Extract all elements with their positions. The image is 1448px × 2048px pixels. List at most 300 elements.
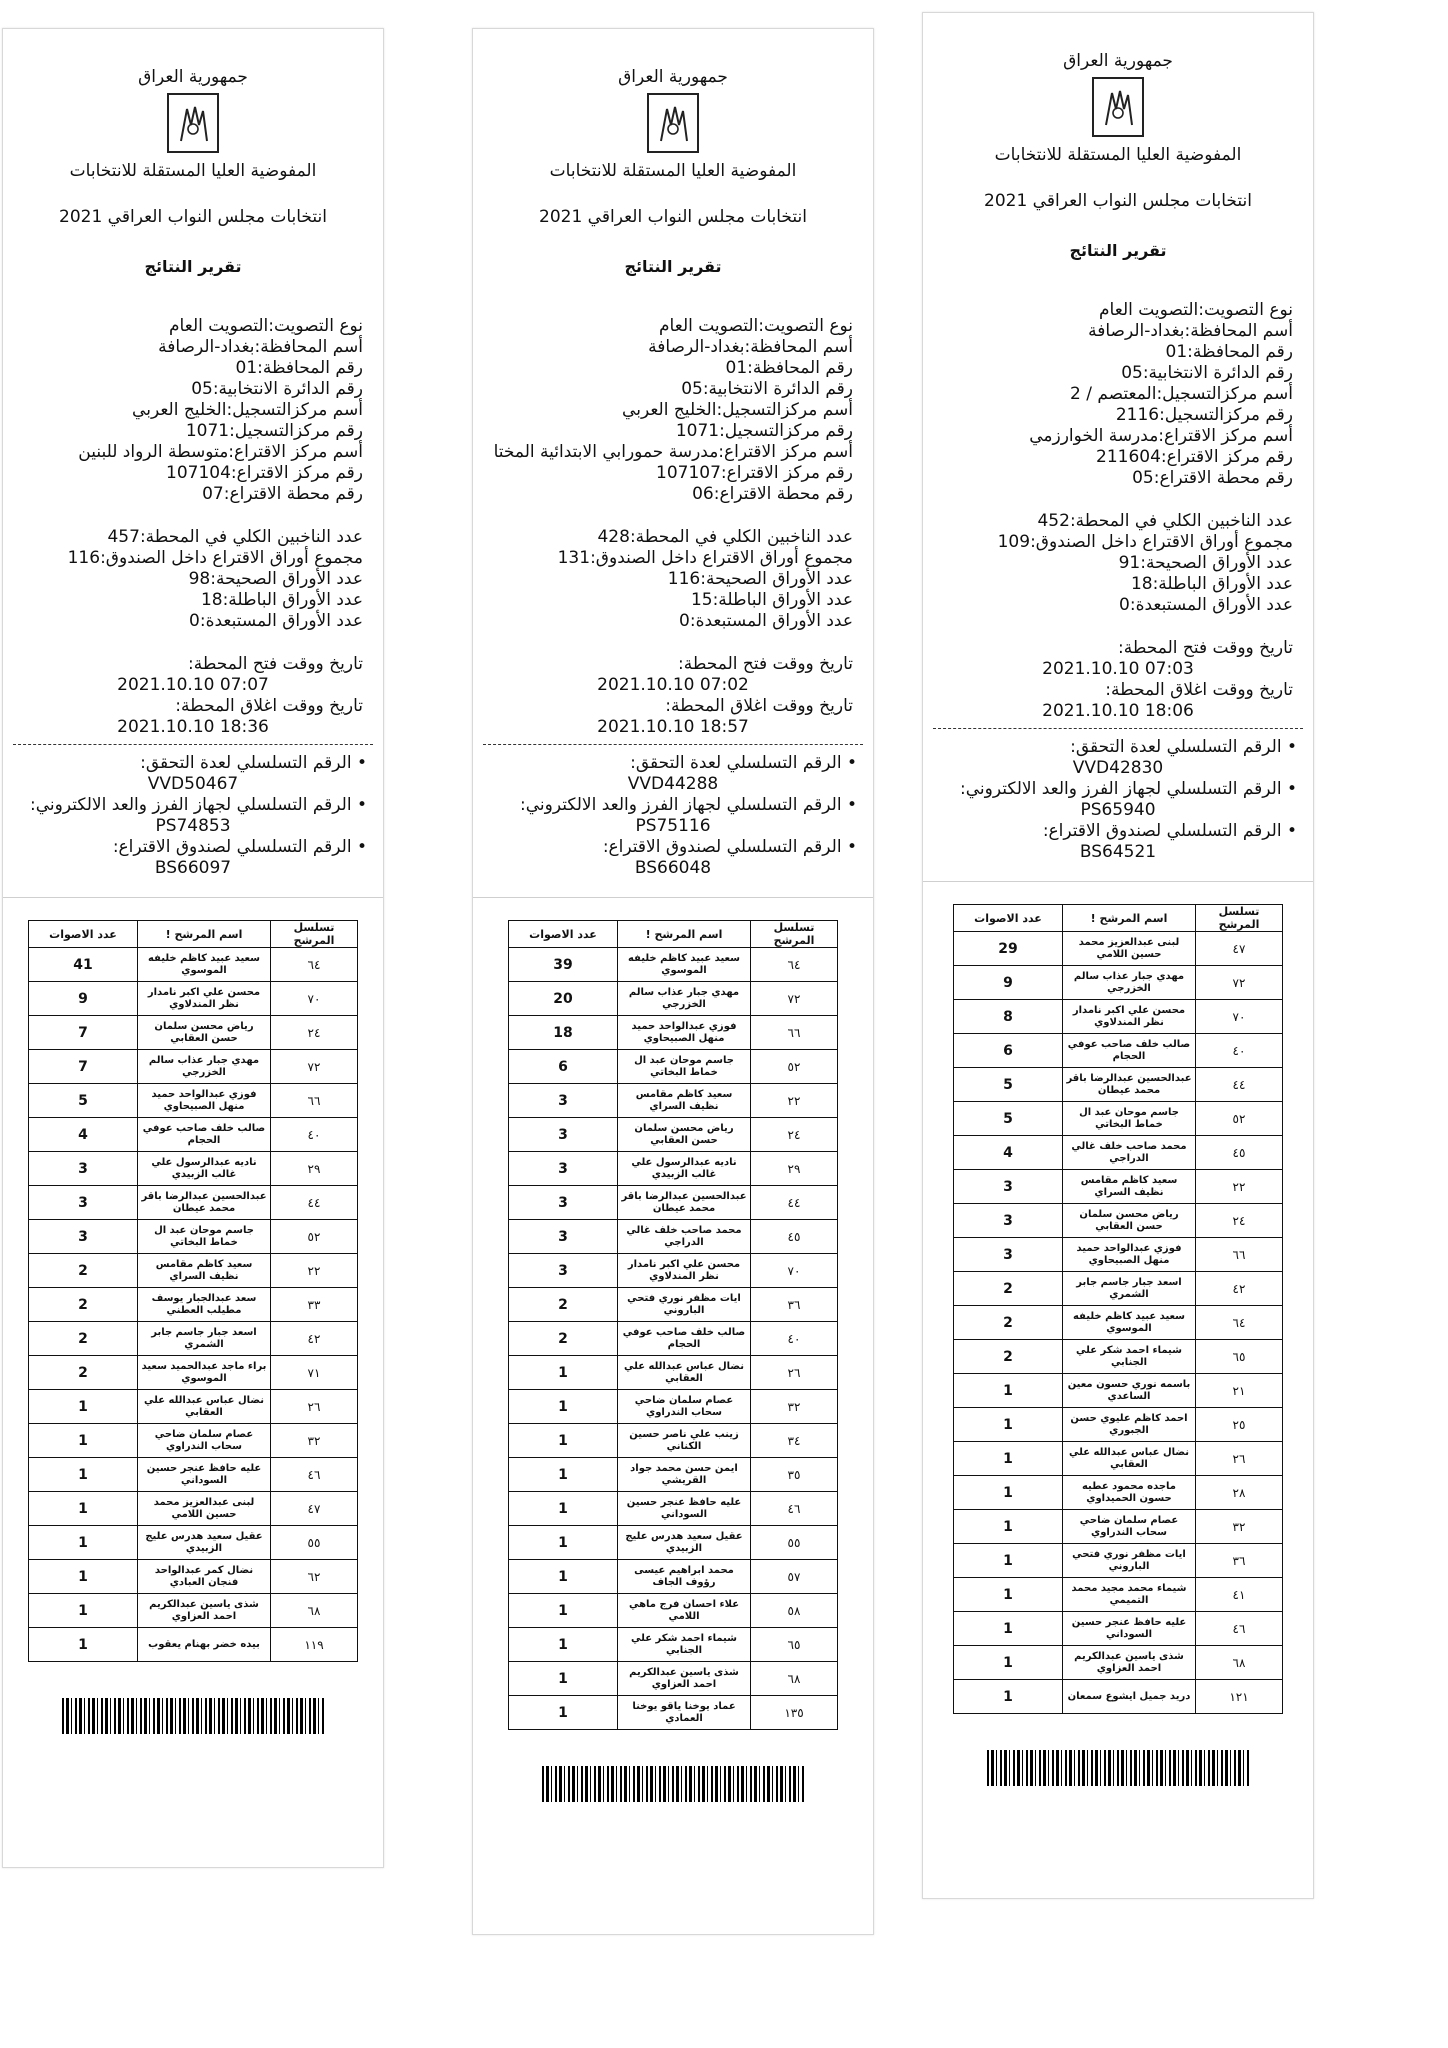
info-line: أسم مركزالتسجيل:الخليج العربي <box>622 400 853 420</box>
candidate-seq: ٧١ <box>271 1356 358 1390</box>
candidate-name: محمد صاحب خلف غالي الدراجي <box>618 1220 751 1254</box>
candidate-seq: ٤٦ <box>1196 1612 1283 1646</box>
candidate-seq: ٤٦ <box>751 1492 838 1526</box>
vote-count: 9 <box>954 966 1063 1000</box>
vote-count: 7 <box>29 1050 138 1084</box>
box-label: • الرقم التسلسلي لصندوق الاقتراع: <box>602 837 857 857</box>
vote-count: 2 <box>29 1322 138 1356</box>
candidate-seq: ٦٨ <box>1196 1646 1283 1680</box>
info-line: رقم مركز الاقتراع:107104 <box>166 463 363 483</box>
table-row <box>29 1560 358 1594</box>
republic-title: جمهورية العراق <box>1063 51 1173 71</box>
candidate-seq: ٥٥ <box>271 1526 358 1560</box>
vote-count: 3 <box>954 1170 1063 1204</box>
count-line: عدد الناخبين الكلي في المحطة:452 <box>1037 511 1293 531</box>
info-line: رقم المحافظة:01 <box>235 358 363 378</box>
count-line: عدد الأوراق الصحيحة:91 <box>1118 553 1293 573</box>
candidate-name: رياض محسن سلمان حسن العقابي <box>138 1016 271 1050</box>
candidate-name: سعد عبدالجبار يوسف مطيلب العطني <box>138 1288 271 1322</box>
close-datetime: 2021.10.10 18:36 <box>117 717 269 737</box>
table-row <box>509 1628 838 1662</box>
box-label: • الرقم التسلسلي لصندوق الاقتراع: <box>1042 821 1297 841</box>
candidate-seq: ٦٦ <box>271 1084 358 1118</box>
info-line: رقم الدائرة الانتخابية:05 <box>681 379 853 399</box>
vote-count: 3 <box>29 1186 138 1220</box>
candidate-seq: ٥٧ <box>751 1560 838 1594</box>
table-row <box>954 1170 1283 1204</box>
candidate-name: رياض محسن سلمان حسن العقابي <box>1063 1204 1196 1238</box>
vote-count: 1 <box>509 1458 618 1492</box>
vote-count: 1 <box>509 1356 618 1390</box>
candidate-seq: ٢٩ <box>271 1152 358 1186</box>
col-name-header: اسم المرشح ! <box>138 921 271 948</box>
candidate-seq: ٤٤ <box>1196 1068 1283 1102</box>
vote-count: 1 <box>509 1526 618 1560</box>
info-line: رقم محطة الاقتراع:05 <box>1132 468 1293 488</box>
info-line: أسم مركز الاقتراع:مدرسة الخوارزمي <box>1029 426 1293 446</box>
candidate-seq: ٦٤ <box>1196 1306 1283 1340</box>
col-votes-header: عدد الاصوات <box>509 921 618 948</box>
table-row <box>509 1560 838 1594</box>
open-label: تاريخ ووقت فتح المحطة: <box>188 654 363 674</box>
table-row <box>954 1442 1283 1476</box>
table-row <box>29 1016 358 1050</box>
vote-count: 1 <box>954 1510 1063 1544</box>
vote-count: 1 <box>509 1560 618 1594</box>
vote-count: 1 <box>29 1492 138 1526</box>
candidate-name: علاء احسان فرج ماهي اللامي <box>618 1594 751 1628</box>
table-row <box>509 1322 838 1356</box>
dashed-divider <box>933 728 1303 729</box>
vote-count: 1 <box>29 1594 138 1628</box>
candidate-name: فوزي عبدالواحد حميد منهل الصبيحاوي <box>618 1016 751 1050</box>
vote-count: 1 <box>954 1680 1063 1714</box>
candidate-seq: ١٣٥ <box>751 1696 838 1730</box>
fold-line <box>923 881 1313 882</box>
table-row <box>29 948 358 982</box>
candidate-name: شيماء محمد مجيد محمد التميمي <box>1063 1578 1196 1612</box>
candidate-name: ناديه عبدالرسول علي غالب الزبيدي <box>138 1152 271 1186</box>
candidate-seq: ٤٤ <box>271 1186 358 1220</box>
table-row <box>954 1102 1283 1136</box>
commission-name: المفوضية العليا المستقلة للانتخابات <box>994 145 1242 165</box>
vote-count: 1 <box>954 1408 1063 1442</box>
candidate-name: ايات مظفر نوري فتحي الباروني <box>1063 1544 1196 1578</box>
table-row <box>954 1646 1283 1680</box>
open-datetime: 2021.10.10 07:02 <box>597 675 749 695</box>
info-line: نوع التصويت:التصويت العام <box>169 316 363 336</box>
table-row <box>29 1492 358 1526</box>
vote-count: 5 <box>29 1084 138 1118</box>
vote-count: 1 <box>29 1424 138 1458</box>
barcode <box>987 1750 1249 1786</box>
vote-count: 1 <box>954 1646 1063 1680</box>
close-datetime: 2021.10.10 18:57 <box>597 717 749 737</box>
candidate-seq: ٦٥ <box>751 1628 838 1662</box>
candidate-name: عبدالحسين عبدالرضا باقر محمد عيطان <box>618 1186 751 1220</box>
report-title: تقرير النتائج <box>1069 241 1167 260</box>
candidate-name: عبدالحسين عبدالرضا باقر محمد عيطان <box>138 1186 271 1220</box>
barcode <box>542 1766 804 1802</box>
candidate-seq: ٤٧ <box>1196 932 1283 966</box>
candidate-seq: ٢٦ <box>1196 1442 1283 1476</box>
vote-count: 3 <box>509 1084 618 1118</box>
candidate-seq: ٧٠ <box>751 1254 838 1288</box>
results-table <box>508 920 838 1730</box>
vote-count: 1 <box>509 1492 618 1526</box>
info-line: أسم المحافظة:بغداد-الرصافة <box>158 337 363 357</box>
candidate-seq: ٦٢ <box>271 1560 358 1594</box>
candidate-name: جاسم موحان عبد ال خماط البخاتي <box>1063 1102 1196 1136</box>
vote-count: 20 <box>509 982 618 1016</box>
candidate-seq: ١٢١ <box>1196 1680 1283 1714</box>
table-row <box>509 1152 838 1186</box>
candidate-seq: ٢١ <box>1196 1374 1283 1408</box>
candidate-name: عليه حافظ عنجر حسين السوداني <box>1063 1612 1196 1646</box>
candidate-name: سعيد كاظم مقامس نظيف السراي <box>138 1254 271 1288</box>
barcode <box>62 1698 324 1734</box>
table-row <box>509 1424 838 1458</box>
info-line: أسم مركز الاقتراع:متوسطة الرواد للبنين <box>78 442 363 462</box>
count-line: مجموع أوراق الاقتراع داخل الصندوق:109 <box>997 532 1293 552</box>
count-line: مجموع أوراق الاقتراع داخل الصندوق:116 <box>67 548 363 568</box>
table-row <box>954 1306 1283 1340</box>
table-row <box>509 1390 838 1424</box>
vote-count: 2 <box>29 1254 138 1288</box>
candidate-name: نضال عباس عبدالله علي العقابي <box>618 1356 751 1390</box>
vote-count: 2 <box>29 1288 138 1322</box>
vote-count: 1 <box>509 1696 618 1730</box>
candidate-seq: ٤٦ <box>271 1458 358 1492</box>
table-row <box>954 1000 1283 1034</box>
vote-count: 1 <box>29 1628 138 1662</box>
count-line: مجموع أوراق الاقتراع داخل الصندوق:131 <box>557 548 853 568</box>
table-row <box>29 1050 358 1084</box>
candidate-name: براء ماجد عبدالحميد سعيد الموسوي <box>138 1356 271 1390</box>
sorter-serial: PS74853 <box>155 816 231 836</box>
count-line: عدد الأوراق الصحيحة:98 <box>188 569 363 589</box>
vote-count: 1 <box>509 1662 618 1696</box>
info-line: رقم مركز الاقتراع:211604 <box>1096 447 1293 467</box>
info-line: رقم المحافظة:01 <box>725 358 853 378</box>
count-line: عدد الأوراق المستبعدة:0 <box>1119 595 1293 615</box>
table-row <box>509 1526 838 1560</box>
candidate-seq: ٦٨ <box>751 1662 838 1696</box>
candidate-name: شذى ياسين عبدالكريم احمد العزاوي <box>138 1594 271 1628</box>
election-title: انتخابات مجلس النواب العراقي 2021 <box>539 207 807 227</box>
candidate-name: صالب خلف صاحب عوفي الحجام <box>138 1118 271 1152</box>
table-row <box>954 1238 1283 1272</box>
republic-title: جمهورية العراق <box>138 67 248 87</box>
table-row <box>509 1084 838 1118</box>
candidate-name: جاسم موحان عبد ال خماط البخاتي <box>138 1220 271 1254</box>
candidate-name: سعيد كاظم مقامس نظيف السراي <box>1063 1170 1196 1204</box>
vote-count: 1 <box>954 1374 1063 1408</box>
commission-name: المفوضية العليا المستقلة للانتخابات <box>69 161 317 181</box>
candidate-name: عقيل سعيد هدرس عليج الزبيدي <box>618 1526 751 1560</box>
candidate-name: باسمه نوري حسون معين الساعدي <box>1063 1374 1196 1408</box>
candidate-name: سعيد عبيد كاظم خليفه الموسوي <box>1063 1306 1196 1340</box>
vote-count: 1 <box>29 1560 138 1594</box>
candidate-seq: ٣٦ <box>1196 1544 1283 1578</box>
table-row <box>29 1594 358 1628</box>
candidate-name: فوزي عبدالواحد حميد منهل الصبيحاوي <box>138 1084 271 1118</box>
close-label: تاريخ ووقت اغلاق المحطة: <box>665 696 853 716</box>
candidate-name: سعيد عبيد كاظم خليفه الموسوي <box>138 948 271 982</box>
table-row <box>29 1424 358 1458</box>
candidate-name: جاسم موحان عبد ال خماط البخاتي <box>618 1050 751 1084</box>
candidate-seq: ٢٢ <box>1196 1170 1283 1204</box>
candidate-name: ماجده محمود عطيه حسون الحميداوي <box>1063 1476 1196 1510</box>
republic-title: جمهورية العراق <box>618 67 728 87</box>
verify-label: • الرقم التسلسلي لعدة التحقق: <box>140 753 367 773</box>
table-row <box>29 1152 358 1186</box>
table-row <box>29 1118 358 1152</box>
results-table <box>953 904 1283 1714</box>
count-line: عدد الأوراق الباطلة:18 <box>200 590 363 610</box>
candidate-name: سعيد عبيد كاظم خليفه الموسوي <box>618 948 751 982</box>
candidate-name: مهدي جبار عذاب سالم الخزرجي <box>1063 966 1196 1000</box>
sorter-label: • الرقم التسلسلي لجهاز الفرز والعد الالكتروني: <box>959 779 1297 799</box>
table-row <box>29 1254 358 1288</box>
info-line: نوع التصويت:التصويت العام <box>1099 300 1293 320</box>
info-line: رقم الدائرة الانتخابية:05 <box>1121 363 1293 383</box>
candidate-name: عماد يوخنا ياقو يوخنا العمادي <box>618 1696 751 1730</box>
vote-count: 1 <box>509 1390 618 1424</box>
info-line: أسم مركزالتسجيل:المعتصم / 2 <box>1069 384 1293 404</box>
vote-count: 2 <box>29 1356 138 1390</box>
candidate-name: عليه حافظ عنجر حسين السوداني <box>138 1458 271 1492</box>
candidate-name: زينب علي ناصر حسين الكناني <box>618 1424 751 1458</box>
candidate-seq: ٧٢ <box>1196 966 1283 1000</box>
table-row <box>954 1068 1283 1102</box>
col-votes-header: عدد الاصوات <box>954 905 1063 932</box>
table-row <box>954 1612 1283 1646</box>
col-seq-header: تسلسل المرشح <box>1196 905 1283 932</box>
table-row <box>509 1254 838 1288</box>
sorter-label: • الرقم التسلسلي لجهاز الفرز والعد الالكتروني: <box>519 795 857 815</box>
candidate-name: محمد ابراهيم عيسى رؤوف الجاف <box>618 1560 751 1594</box>
dashed-divider <box>13 744 373 745</box>
table-row <box>954 1510 1283 1544</box>
candidate-seq: ١١٩ <box>271 1628 358 1662</box>
table-row <box>29 982 358 1016</box>
result-slip-right <box>922 12 1314 1899</box>
candidate-name: سعيد كاظم مقامس نظيف السراي <box>618 1084 751 1118</box>
candidate-name: عقيل سعيد هدرس عليج الزبيدي <box>138 1526 271 1560</box>
table-row <box>29 1628 358 1662</box>
table-row <box>509 1016 838 1050</box>
candidate-seq: ٣٢ <box>751 1390 838 1424</box>
vote-count: 2 <box>954 1306 1063 1340</box>
candidate-name: ناديه عبدالرسول علي غالب الزبيدي <box>618 1152 751 1186</box>
info-line: رقم المحافظة:01 <box>1165 342 1293 362</box>
candidate-name: صالب خلف صاحب عوفي الحجام <box>618 1322 751 1356</box>
box-serial: BS66097 <box>154 858 232 878</box>
vote-count: 1 <box>954 1476 1063 1510</box>
candidate-seq: ٥٥ <box>751 1526 838 1560</box>
candidate-seq: ٥٢ <box>271 1220 358 1254</box>
candidate-name: محسن علي اكبر نامدار نظر المندلاوي <box>138 982 271 1016</box>
open-label: تاريخ ووقت فتح المحطة: <box>678 654 853 674</box>
candidate-name: عصام سلمان ضاحي سحاب الندراوي <box>618 1390 751 1424</box>
vote-count: 3 <box>509 1220 618 1254</box>
candidate-seq: ٣٦ <box>751 1288 838 1322</box>
candidate-name: عصام سلمان ضاحي سحاب الندراوي <box>138 1424 271 1458</box>
candidate-seq: ٣٣ <box>271 1288 358 1322</box>
table-row <box>29 1322 358 1356</box>
candidate-name: عصام سلمان ضاحي سحاب الندراوي <box>1063 1510 1196 1544</box>
box-serial: BS66048 <box>634 858 712 878</box>
result-slip-middle <box>472 28 874 1935</box>
vote-count: 41 <box>29 948 138 982</box>
candidate-seq: ٤٧ <box>271 1492 358 1526</box>
vote-count: 1 <box>954 1544 1063 1578</box>
vote-count: 3 <box>954 1238 1063 1272</box>
dashed-divider <box>483 744 863 745</box>
table-row <box>29 1526 358 1560</box>
candidate-seq: ٢٦ <box>271 1390 358 1424</box>
vote-count: 6 <box>954 1034 1063 1068</box>
info-line: رقم مركزالتسجيل:1071 <box>185 421 363 441</box>
candidate-seq: ٧٢ <box>271 1050 358 1084</box>
candidate-name: شذى ياسين عبدالكريم احمد العزاوي <box>1063 1646 1196 1680</box>
candidate-name: نضال كمر عبدالواحد فنجان العبادي <box>138 1560 271 1594</box>
candidate-name: لبنى عبدالعزيز محمد حسين اللامي <box>1063 932 1196 966</box>
info-line: رقم مركزالتسجيل:2116 <box>1115 405 1293 425</box>
vote-count: 8 <box>954 1000 1063 1034</box>
table-row <box>509 1220 838 1254</box>
sorter-serial: PS75116 <box>635 816 711 836</box>
report-title: تقرير النتائج <box>624 257 722 276</box>
table-row <box>509 1288 838 1322</box>
candidate-seq: ٢٥ <box>1196 1408 1283 1442</box>
ihec-emblem-icon <box>647 93 699 153</box>
vote-count: 2 <box>509 1322 618 1356</box>
candidate-seq: ٢٩ <box>751 1152 838 1186</box>
verify-serial: VVD50467 <box>147 774 239 794</box>
vote-count: 29 <box>954 932 1063 966</box>
vote-count: 2 <box>509 1288 618 1322</box>
table-row <box>509 1186 838 1220</box>
candidate-seq: ٢٤ <box>271 1016 358 1050</box>
vote-count: 1 <box>509 1628 618 1662</box>
report-title: تقرير النتائج <box>144 257 242 276</box>
candidate-seq: ٥٢ <box>751 1050 838 1084</box>
candidate-seq: ٦٤ <box>271 948 358 982</box>
candidate-name: احمد كاظم عليوي حسن الجبوري <box>1063 1408 1196 1442</box>
station-info <box>473 316 873 738</box>
candidate-seq: ٤٠ <box>1196 1034 1283 1068</box>
candidate-seq: ٥٨ <box>751 1594 838 1628</box>
candidate-name: ايات مظفر نوري فتحي الباروني <box>618 1288 751 1322</box>
candidate-name: شيماء احمد شكر علي الجنابي <box>1063 1340 1196 1374</box>
slip-header <box>3 67 383 276</box>
vote-count: 3 <box>509 1152 618 1186</box>
close-datetime: 2021.10.10 18:06 <box>1042 701 1194 721</box>
col-votes-header: عدد الاصوات <box>29 921 138 948</box>
candidate-name: دريد جميل ايشوع سمعان <box>1063 1680 1196 1714</box>
result-slip-left <box>2 28 384 1868</box>
candidate-seq: ٥٢ <box>1196 1102 1283 1136</box>
candidate-name: محسن علي اكبر نامدار نظر المندلاوي <box>1063 1000 1196 1034</box>
candidate-seq: ٦٥ <box>1196 1340 1283 1374</box>
table-row <box>29 1356 358 1390</box>
fold-line <box>3 897 383 898</box>
candidate-name: رياض محسن سلمان حسن العقابي <box>618 1118 751 1152</box>
ihec-emblem-icon <box>1092 77 1144 137</box>
candidate-name: بيده خضر بهنام يعقوب <box>138 1628 271 1662</box>
info-line: أسم المحافظة:بغداد-الرصافة <box>648 337 853 357</box>
open-datetime: 2021.10.10 07:07 <box>117 675 269 695</box>
table-row <box>29 1186 358 1220</box>
candidate-name: فوزي عبدالواحد حميد منهل الصبيحاوي <box>1063 1238 1196 1272</box>
table-row <box>29 1458 358 1492</box>
vote-count: 3 <box>509 1186 618 1220</box>
open-datetime: 2021.10.10 07:03 <box>1042 659 1194 679</box>
table-row <box>509 1492 838 1526</box>
candidate-seq: ٦٦ <box>1196 1238 1283 1272</box>
sorter-label: • الرقم التسلسلي لجهاز الفرز والعد الالكتروني: <box>29 795 367 815</box>
candidate-name: شيماء احمد شكر علي الجنابي <box>618 1628 751 1662</box>
table-row <box>954 966 1283 1000</box>
count-line: عدد الأوراق الصحيحة:116 <box>667 569 853 589</box>
candidate-name: صالب خلف صاحب عوفي الحجام <box>1063 1034 1196 1068</box>
sorter-serial: PS65940 <box>1080 800 1156 820</box>
vote-count: 3 <box>954 1204 1063 1238</box>
table-row <box>954 1680 1283 1714</box>
candidate-seq: ٢٤ <box>1196 1204 1283 1238</box>
candidate-seq: ٧٢ <box>751 982 838 1016</box>
table-row <box>509 1696 838 1730</box>
vote-count: 4 <box>29 1118 138 1152</box>
candidate-seq: ٢٦ <box>751 1356 838 1390</box>
candidate-seq: ٢٨ <box>1196 1476 1283 1510</box>
box-label: • الرقم التسلسلي لصندوق الاقتراع: <box>112 837 367 857</box>
vote-count: 5 <box>954 1102 1063 1136</box>
candidate-seq: ٦٦ <box>751 1016 838 1050</box>
candidate-seq: ٣٥ <box>751 1458 838 1492</box>
vote-count: 1 <box>509 1424 618 1458</box>
candidate-seq: ٣٤ <box>751 1424 838 1458</box>
col-name-header: اسم المرشح ! <box>1063 905 1196 932</box>
vote-count: 1 <box>954 1442 1063 1476</box>
ihec-emblem-icon <box>167 93 219 153</box>
verify-label: • الرقم التسلسلي لعدة التحقق: <box>1070 737 1297 757</box>
election-title: انتخابات مجلس النواب العراقي 2021 <box>59 207 327 227</box>
vote-count: 18 <box>509 1016 618 1050</box>
candidate-seq: ٤٤ <box>751 1186 838 1220</box>
table-row <box>509 1662 838 1696</box>
info-line: رقم مركز الاقتراع:107107 <box>656 463 853 483</box>
vote-count: 1 <box>954 1612 1063 1646</box>
vote-count: 1 <box>954 1578 1063 1612</box>
count-line: عدد الأوراق المستبعدة:0 <box>189 611 363 631</box>
candidate-seq: ٤٢ <box>1196 1272 1283 1306</box>
verify-label: • الرقم التسلسلي لعدة التحقق: <box>630 753 857 773</box>
table-row <box>954 1476 1283 1510</box>
col-seq-header: تسلسل المرشح <box>271 921 358 948</box>
vote-count: 7 <box>29 1016 138 1050</box>
info-line: نوع التصويت:التصويت العام <box>659 316 853 336</box>
table-row <box>29 1220 358 1254</box>
slip-header <box>923 51 1313 260</box>
vote-count: 3 <box>509 1118 618 1152</box>
election-title: انتخابات مجلس النواب العراقي 2021 <box>984 191 1252 211</box>
commission-name: المفوضية العليا المستقلة للانتخابات <box>549 161 797 181</box>
candidate-name: عبدالحسين عبدالرضا باقر محمد عيطان <box>1063 1068 1196 1102</box>
table-row <box>509 982 838 1016</box>
